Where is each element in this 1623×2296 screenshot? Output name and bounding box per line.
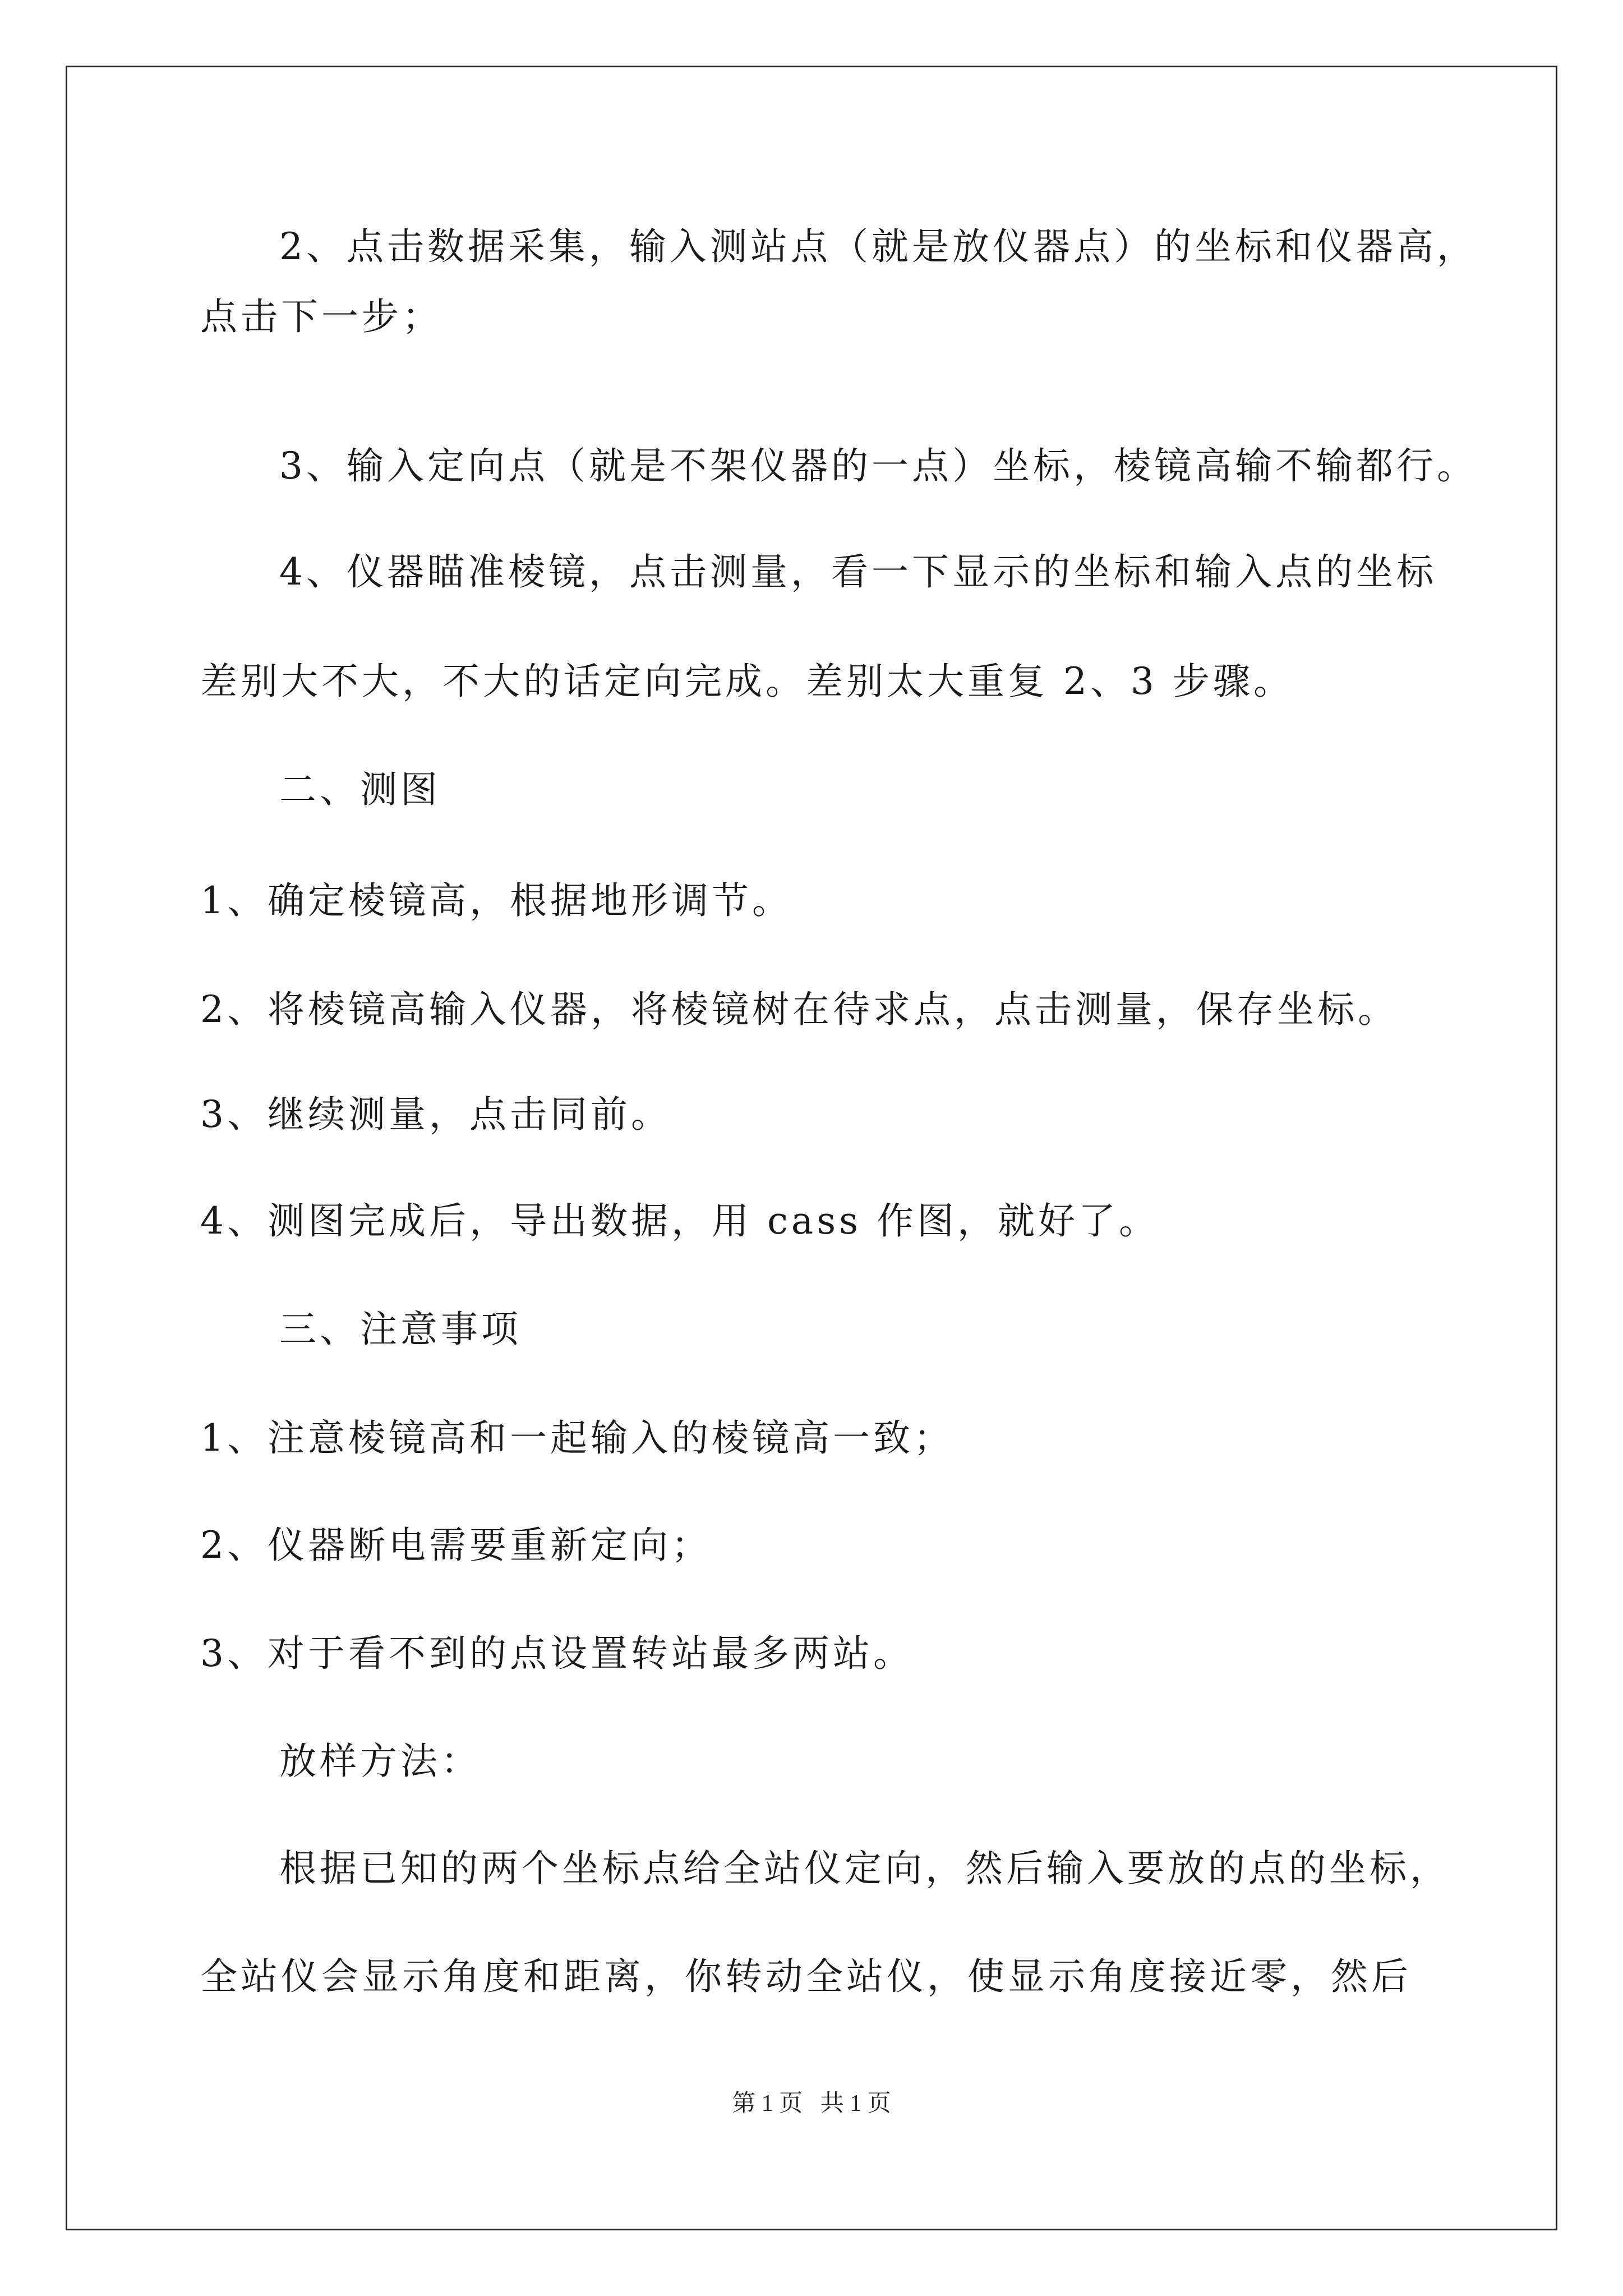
- text-line: 3、输入定向点（就是不架仪器的一点）坐标，棱镜高输不输都行。: [279, 444, 1477, 487]
- text-line: 根据已知的两个坐标点给全站仪定向，然后输入要放的点的坐标，: [279, 1847, 1450, 1890]
- section-heading: 二、测图: [279, 768, 441, 811]
- text-line: 4、仪器瞄准棱镜，点击测量，看一下显示的坐标和输入点的坐标: [279, 550, 1437, 593]
- text-line: 1、确定棱镜高，根据地形调节。: [200, 879, 792, 922]
- section-heading: 三、注意事项: [279, 1308, 522, 1351]
- text-line: 2、仪器断电需要重新定向；: [200, 1524, 712, 1567]
- text-line: 2、将棱镜高输入仪器，将棱镜树在待求点，点击测量，保存坐标。: [200, 988, 1398, 1031]
- text-line: 点击下一步；: [200, 295, 442, 338]
- text-line: 3、对于看不到的点设置转站最多两站。: [200, 1632, 914, 1675]
- text-line: 1、注意棱镜高和一起输入的棱镜高一致；: [200, 1416, 954, 1460]
- page-border: [66, 66, 1557, 2230]
- text-line: 全站仪会显示角度和距离，你转动全站仪，使显示角度接近零，然后: [200, 1955, 1412, 1998]
- page-footer: 第 1 页 共 1 页: [732, 2091, 891, 2116]
- text-line: 4、测图完成后，导出数据，用 cass 作图，就好了。: [200, 1199, 1160, 1243]
- text-line: 2、点击数据采集，输入测站点（就是放仪器点）的坐标和仪器高，: [279, 225, 1477, 268]
- text-line: 差别大不大，不大的话定向完成。差别太大重复 2、3 步骤。: [200, 660, 1294, 703]
- section-heading: 放样方法：: [279, 1740, 481, 1783]
- text-line: 3、继续测量，点击同前。: [200, 1093, 671, 1136]
